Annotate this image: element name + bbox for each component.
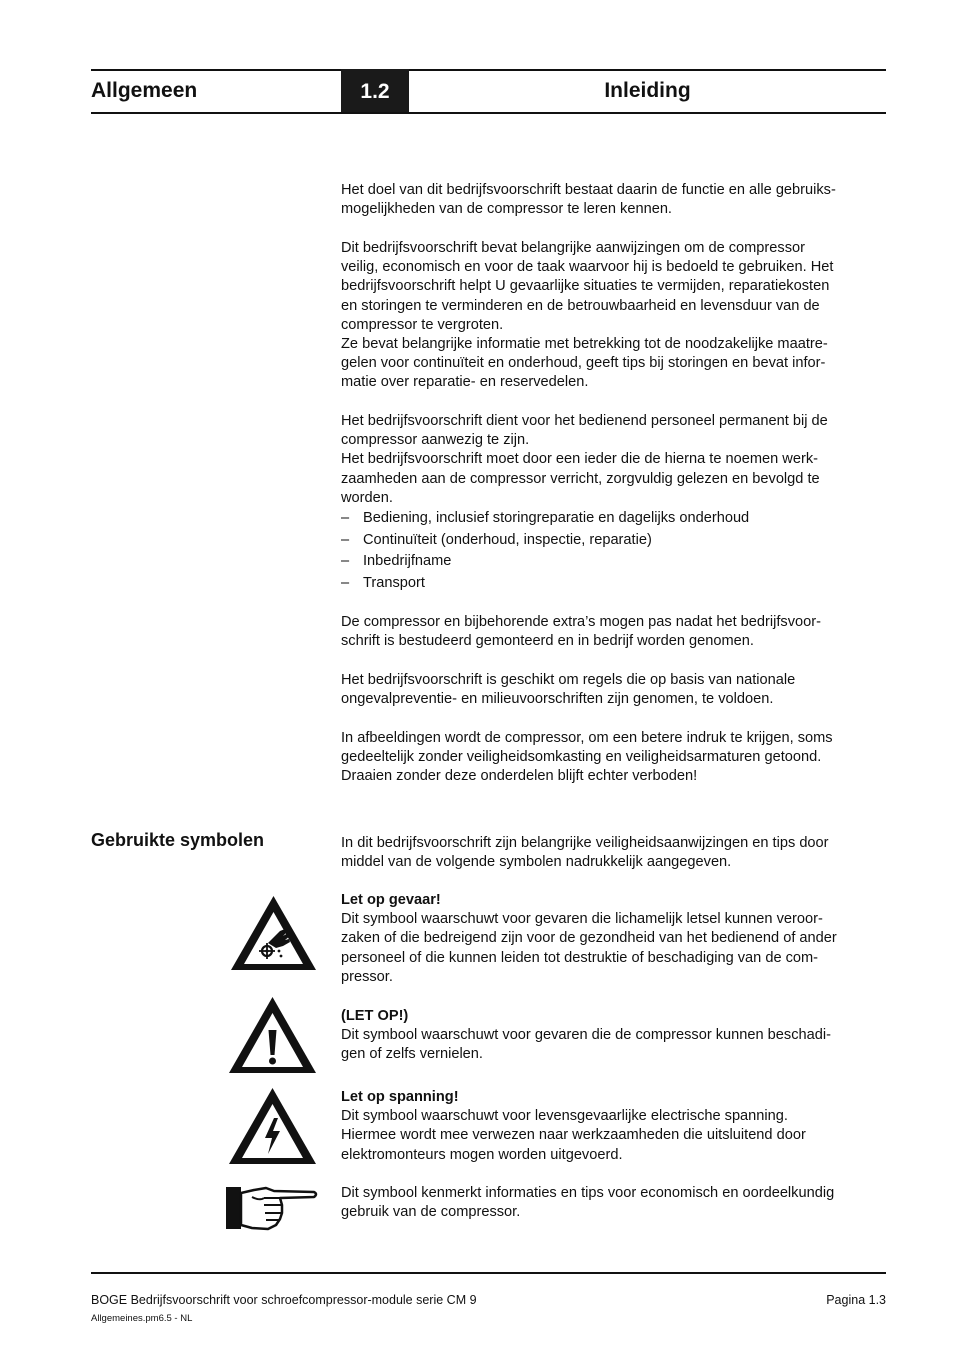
paragraph: De compressor en bijbehorende extra’s mogen pas nadat het bedrijfsvoor- schrift is bestudeerd gemonteerd en in bedrijf worden genomen. xyxy=(341,614,821,650)
intro-paragraph-3 xyxy=(341,412,889,594)
symbol-description: Dit symbool waarschuwt voor gevaren die lichamelijk letsel kunnen veroor- zaken of die bedreigend zijn voor de gezondheid van het bedienend of ander personeel of die kunnen leiden tot destruktie of beschadiging van de com- pressor. xyxy=(341,911,837,985)
symbol-title: (LET OP!) xyxy=(341,1008,409,1024)
symbol-description: Dit symbool waarschuwt voor levensgevaarlijke electrische spanning. Hiermee wordt mee verwezen naar werkzaamheden die uitsluitend door elektromonteurs mogen worden uitgevoerd. xyxy=(341,1108,806,1163)
intro-paragraph-6 xyxy=(341,729,889,787)
chapter-title: Allgemeen xyxy=(91,79,198,102)
task-list xyxy=(341,508,889,594)
list-item: – Bediening, inclusief storingreparatie en dagelijks onderhoud xyxy=(341,508,889,530)
symbols-intro xyxy=(341,834,889,872)
list-item: – Inbedrijfname xyxy=(341,551,889,573)
footer-document-title: BOGE Bedrijfsvoorschrift voor schroefcompressor-module serie CM 9 xyxy=(91,1293,477,1307)
section-number: 1.2 xyxy=(341,69,409,114)
high-voltage-warning-icon xyxy=(227,1086,318,1166)
section-title: Inleiding xyxy=(604,79,691,102)
paragraph: Het doel van dit bedrijfsvoorschrift bestaat daarin de functie en alle gebruiks- mogelijkheden van de compressor te leren kennen. xyxy=(341,182,836,218)
symbol-title: Let op spanning! xyxy=(341,1089,459,1105)
symbol-description: Dit symbool kenmerkt informaties en tips voor economisch en oordeelkundig gebruik van de compressor. xyxy=(341,1185,835,1221)
paragraph: Het bedrijfsvoorschrift dient voor het bedienend personeel permanent bij de compressor aanwezig te zijn. Het bedrijfsvoorschrift moet door een ieder die de hierna te noemen werk- zaamheden aan de compressor verricht, zorgvuldig gelezen en bevolgd te worden. xyxy=(341,413,828,506)
pointing-hand-icon xyxy=(224,1183,320,1233)
footer-file-name: Allgemeines.pm6.5 - NL xyxy=(91,1313,193,1324)
intro-paragraph-2 xyxy=(341,239,889,393)
paragraph: Dit bedrijfsvoorschrift bevat belangrijke aanwijzingen om de compressor veilig, economisch en voor de taak waarvoor hij is bedoeld te gebruiken. Het bedrijfsvoorschrift helpt U gevaarlijke situaties te vermijden, reparatiekosten en storingen te verminderen en de betrouwbaarheid en levensduur van de compressor te vergroten. Ze bevat belangrijke informatie met betrekking tot de noodzakelijke maatre- gelen voor continuïteit en onderhoud, geeft tips bij storingen en bevat infor- matie over reparatie- en reservedelen. xyxy=(341,240,834,391)
intro-paragraph-4 xyxy=(341,613,889,651)
list-item: – Transport xyxy=(341,573,889,595)
paragraph: In afbeeldingen wordt de compressor, om een betere indruk te krijgen, soms gedeeltelijk zonder veiligheidsomkasting en veiligheidsarmaturen getoond. Draaien zonder deze onderdelen blijft echter verboden! xyxy=(341,730,833,785)
header-bottom-rule xyxy=(91,112,886,114)
symbol-item-caution xyxy=(341,1007,889,1065)
list-item: – Continuïteit (onderhoud, inspectie, reparatie) xyxy=(341,530,889,552)
exclamation-warning-icon xyxy=(227,995,318,1075)
symbol-item-voltage xyxy=(341,1088,889,1165)
paragraph: In dit bedrijfsvoorschrift zijn belangrijke veiligheidsaanwijzingen en tips door middel van de volgende symbolen nadrukkelijk aangegeven. xyxy=(341,835,829,871)
symbol-title: Let op gevaar! xyxy=(341,892,441,908)
symbol-item-danger xyxy=(341,891,889,987)
footer-rule xyxy=(91,1272,886,1274)
intro-paragraph-1 xyxy=(341,181,889,219)
page-number: Pagina 1.3 xyxy=(826,1293,886,1307)
intro-paragraph-5 xyxy=(341,671,889,709)
paragraph: Het bedrijfsvoorschrift is geschikt om regels die op basis van nationale ongevalpreventie- en milieuvoorschriften zijn genomen, te voldoen. xyxy=(341,672,796,708)
symbol-description: Dit symbool waarschuwt voor gevaren die de compressor kunnen beschadi- gen of zelfs vernielen. xyxy=(341,1027,831,1063)
page-header xyxy=(91,69,886,115)
symbols-heading: Gebruikte symbolen xyxy=(91,830,265,850)
header-top-rule xyxy=(91,69,886,71)
hand-injury-warning-icon xyxy=(228,893,319,973)
symbol-item-tip xyxy=(341,1184,889,1222)
